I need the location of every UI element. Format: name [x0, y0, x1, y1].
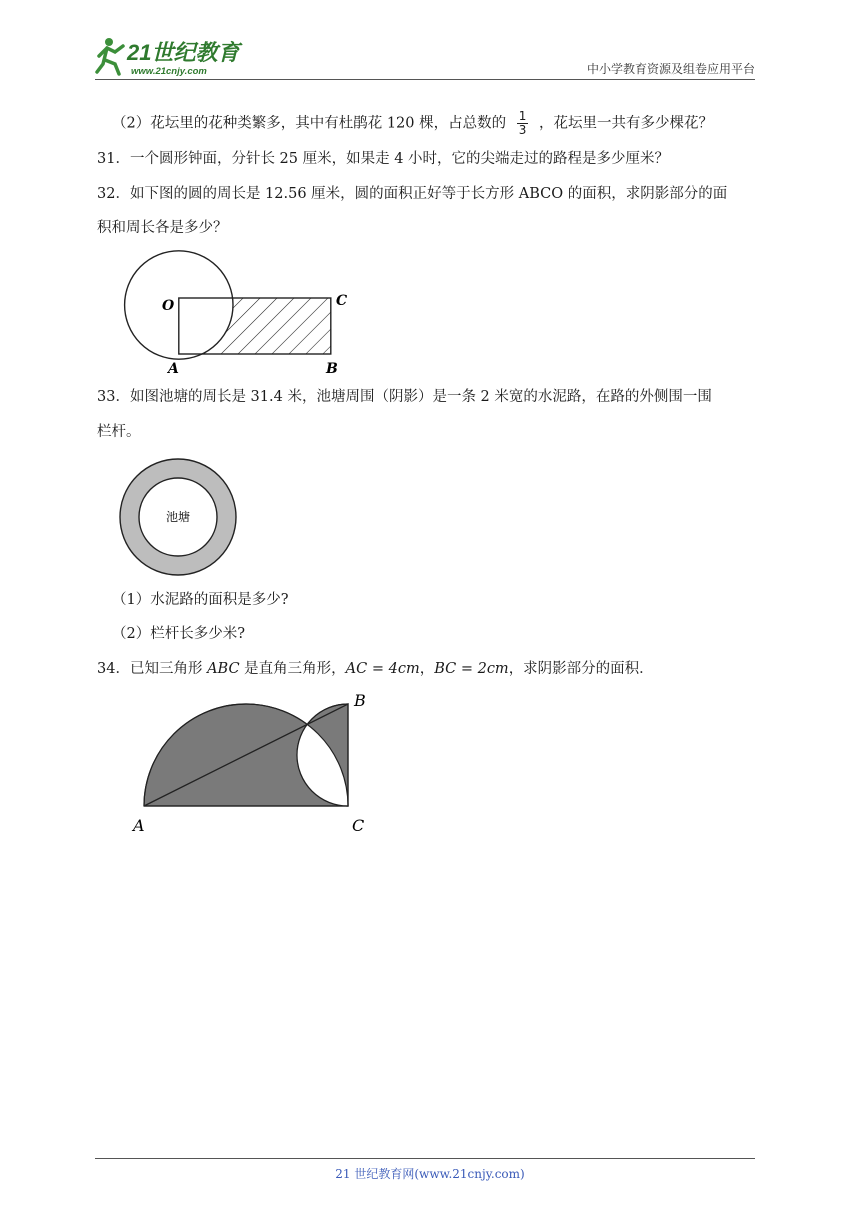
- footer-divider: [95, 1158, 755, 1159]
- question-33-sub-2: （2）栏杆长多少米?: [112, 626, 245, 642]
- figure-pond: [116, 455, 240, 579]
- question-33-sub-1: （1）水泥路的面积是多少?: [112, 592, 289, 608]
- page-header: [95, 30, 755, 80]
- question-33-line-1: 33．如图池塘的周长是 31.4 米，池塘周围（阴影）是一条 2 米宽的水泥路，在路的外侧围一围: [97, 389, 712, 405]
- label-c: C: [352, 816, 365, 835]
- question-32-line-2: 积和周长各是多少？: [97, 220, 228, 236]
- q34-suffix: ，求阴影部分的面积．: [508, 661, 654, 677]
- runner-icon: [97, 38, 123, 74]
- site-logo: [95, 34, 265, 78]
- figure-right-triangle: [128, 684, 378, 844]
- footer-text: 21 世纪教育网(www.21cnjy.com): [335, 1167, 525, 1181]
- label-b: B: [326, 361, 338, 377]
- q34-abc: ABC: [207, 661, 240, 677]
- question-34: [97, 659, 654, 679]
- q34-ac-equation: AC = 4cm: [345, 661, 420, 677]
- label-b: B: [354, 691, 366, 710]
- q30-2-text-before: （2）花坛里的花种类繁多，其中有杜鹃花 120 棵，占总数的: [112, 115, 507, 132]
- label-a: A: [168, 361, 179, 377]
- question-31: 31．一个圆形钟面，分针长 25 厘米，如果走 4 小时，它的尖端走过的路程是多少厘米？: [97, 151, 670, 167]
- q34-bc-equation: BC = 2cm: [434, 661, 509, 677]
- q34-mid: 是直角三角形，: [239, 661, 346, 677]
- q30-2-text-after: ，花坛里一共有多少棵花？: [538, 115, 713, 132]
- logo-main-text: 21世纪教育: [127, 40, 240, 65]
- label-o: O: [162, 298, 175, 314]
- label-c: C: [336, 293, 348, 309]
- fraction-one-third: [517, 110, 529, 137]
- question-32-line-1: 32．如下图的圆的周长是 12.56 厘米，圆的面积正好等于长方形 ABCO 的面积，求阴影部分的面: [97, 186, 728, 202]
- pond-label: 池塘: [165, 510, 191, 524]
- q34-comma: ，: [419, 661, 435, 677]
- figure-circle-rectangle: [110, 244, 360, 379]
- question-33-line-2: 栏杆。: [97, 424, 141, 440]
- fraction-numerator: 1: [518, 109, 527, 123]
- label-a: A: [133, 816, 145, 835]
- logo-sub-text: www.21cnjy.com: [131, 66, 207, 77]
- header-divider: [95, 79, 755, 80]
- header-platform-text: 中小学教育资源及组卷应用平台: [586, 62, 755, 76]
- question-30-part-2: [112, 110, 713, 137]
- q34-prefix: 34．已知三角形: [97, 661, 208, 677]
- fraction-denominator: 3: [518, 123, 527, 137]
- shaded-region: [179, 298, 331, 354]
